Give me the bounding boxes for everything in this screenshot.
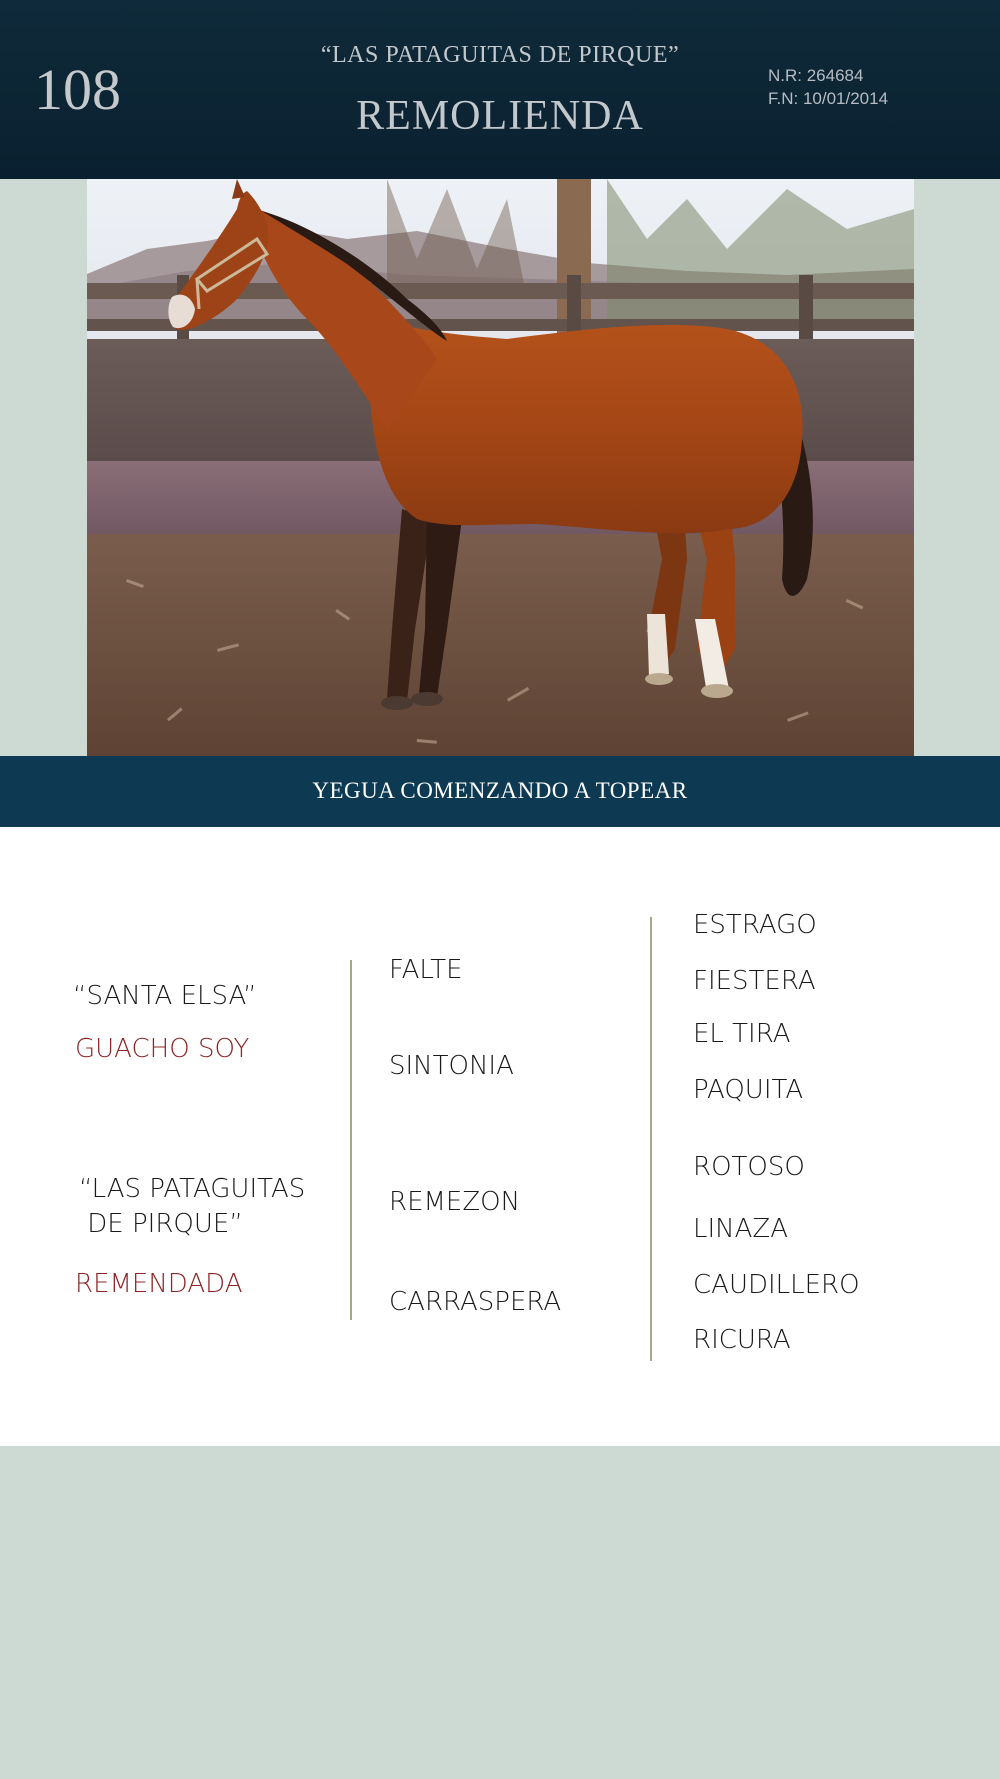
header: [0, 0, 1000, 179]
birth-date: F.N: 10/01/2014: [768, 89, 889, 108]
grandparent-item: SINTONIA: [389, 1051, 514, 1081]
status-text: YEGUA COMENZANDO A TOPEAR: [312, 778, 688, 803]
great-grandparent-item: CAUDILLERO: [693, 1270, 860, 1300]
lot-number: 108: [34, 57, 121, 122]
great-grandparent-item: EL TIRA: [693, 1019, 791, 1049]
grandparent-item: CARRASPERA: [389, 1287, 562, 1317]
dam-name: REMENDADA: [75, 1269, 243, 1299]
registration-info: [768, 64, 888, 110]
great-grandparent-item: LINAZA: [693, 1214, 788, 1244]
breeder-name: “LAS PATAGUITAS DE PIRQUE”: [320, 42, 680, 68]
horse-name: REMOLIENDA: [356, 93, 644, 139]
grandparent-item: FALTE: [389, 955, 463, 985]
horse-photo: [87, 179, 914, 756]
great-grandparent-item: RICURA: [693, 1325, 791, 1355]
sire-breeder: “SANTA ELSA”: [73, 981, 257, 1011]
grandparent-item: REMEZON: [389, 1187, 521, 1217]
pedigree-section: [0, 827, 1000, 1446]
divider-line: [350, 960, 352, 1320]
dam-breeder: “LAS PATAGUITAS DE PIRQUE”: [79, 1174, 306, 1239]
great-grandparent-item: ROTOSO: [693, 1152, 805, 1182]
registration-number: N.R: 264684: [768, 66, 864, 85]
great-grandparent-item: FIESTERA: [693, 966, 816, 996]
divider-line: [650, 917, 652, 1361]
sire-name: GUACHO SOY: [75, 1034, 250, 1064]
great-grandparent-item: PAQUITA: [693, 1075, 804, 1105]
status-banner: [0, 756, 1000, 827]
great-grandparent-item: ESTRAGO: [693, 910, 817, 940]
